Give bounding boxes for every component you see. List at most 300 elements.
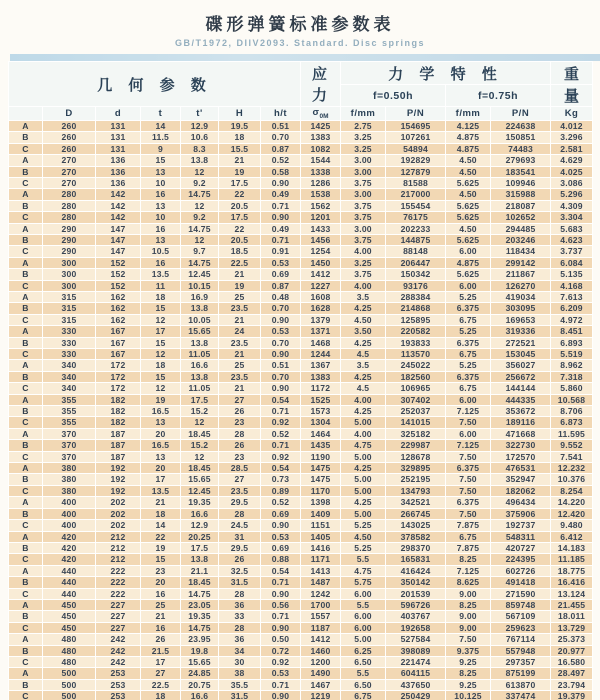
value-cell: 480 [43, 656, 96, 667]
value-cell: 22.5 [219, 257, 261, 268]
value-cell: 380 [43, 485, 96, 496]
series-cell: A [9, 189, 43, 200]
value-cell: 0.90 [261, 177, 301, 188]
value-cell: 353672 [491, 406, 551, 417]
value-cell: 450 [43, 622, 96, 633]
value-cell: 15 [141, 337, 181, 348]
table-row [9, 406, 593, 417]
value-cell: 298370 [386, 542, 446, 553]
value-cell: 5.25 [446, 326, 491, 337]
value-cell: 0.71 [261, 406, 301, 417]
table-row [9, 326, 593, 337]
value-cell: 1409 [301, 508, 341, 519]
value-cell: 370 [43, 440, 96, 451]
value-cell: 480 [43, 645, 96, 656]
value-cell: 27 [141, 668, 181, 679]
series-cell: A [9, 565, 43, 576]
value-cell: 1286 [301, 177, 341, 188]
value-cell: 500 [43, 691, 96, 700]
value-cell: 2.75 [341, 120, 386, 131]
value-cell: 12 [141, 383, 181, 394]
value-cell: 5.25 [446, 360, 491, 371]
value-cell: 12 [181, 166, 219, 177]
value-cell: 20 [141, 463, 181, 474]
table-row [9, 200, 593, 211]
value-cell: 131 [96, 132, 141, 143]
value-cell: 9.375 [446, 645, 491, 656]
value-cell: 8.706 [551, 406, 593, 417]
value-cell: 136 [96, 166, 141, 177]
value-cell: 5.00 [341, 451, 386, 462]
table-row [9, 451, 593, 462]
value-cell: 28 [219, 428, 261, 439]
value-cell: 450 [43, 599, 96, 610]
value-cell: 183541 [491, 166, 551, 177]
value-cell: 134793 [386, 485, 446, 496]
value-cell: 18.5 [219, 246, 261, 257]
value-cell: 21 [219, 349, 261, 360]
value-cell: 172570 [491, 451, 551, 462]
value-cell: 299142 [491, 257, 551, 268]
value-cell: 167 [96, 326, 141, 337]
col-D: D [43, 107, 96, 121]
value-cell: 8.962 [551, 360, 593, 371]
value-cell: 136 [96, 177, 141, 188]
value-cell: 6.375 [446, 371, 491, 382]
value-cell: 5.683 [551, 223, 593, 234]
value-cell: 76175 [386, 212, 446, 223]
value-cell: 315 [43, 303, 96, 314]
value-cell: 24 [219, 326, 261, 337]
col-sigma-0M [301, 107, 341, 121]
value-cell: 352947 [491, 474, 551, 485]
value-cell: 172 [96, 360, 141, 371]
sigma-subscript: 0M [319, 112, 329, 120]
value-cell: 1573 [301, 406, 341, 417]
value-cell: 11 [141, 280, 181, 291]
value-cell: 6.00 [446, 246, 491, 257]
value-cell: 253 [96, 668, 141, 679]
series-cell: B [9, 508, 43, 519]
value-cell: 5.519 [551, 349, 593, 360]
value-cell: 155454 [386, 200, 446, 211]
value-cell: 4.5 [341, 383, 386, 394]
value-cell: 5.00 [341, 485, 386, 496]
value-cell: 21.1 [181, 565, 219, 576]
value-cell: 280 [43, 200, 96, 211]
value-cell: 12.232 [551, 463, 593, 474]
value-cell: 10 [141, 177, 181, 188]
value-cell: 767114 [491, 634, 551, 645]
value-cell: 0.53 [261, 257, 301, 268]
value-cell: 206447 [386, 257, 446, 268]
value-cell: 8.25 [446, 554, 491, 565]
value-cell: 25 [219, 291, 261, 302]
series-cell: C [9, 554, 43, 565]
value-cell: 214868 [386, 303, 446, 314]
value-cell: 290 [43, 246, 96, 257]
mechanical-group-header: 力 学 特 性 [341, 62, 551, 85]
weight-header-bottom: 量 [551, 85, 593, 107]
value-cell: 21 [141, 497, 181, 508]
series-cell: B [9, 132, 43, 143]
value-cell: 355 [43, 417, 96, 428]
value-cell: 15.65 [181, 656, 219, 667]
table-row [9, 371, 593, 382]
value-cell: 279693 [491, 155, 551, 166]
value-cell: 280 [43, 212, 96, 223]
value-cell: 23.5 [219, 337, 261, 348]
value-cell: 3.75 [341, 200, 386, 211]
value-cell: 7.875 [446, 542, 491, 553]
table-row [9, 417, 593, 428]
value-cell: 0.88 [261, 554, 301, 565]
page-subtitle: GB/T1972, DIIV2093. Standard. Disc springs [174, 38, 426, 48]
value-cell: 23.5 [219, 303, 261, 314]
table-row [9, 656, 593, 667]
value-cell: 189116 [491, 417, 551, 428]
value-cell: 440 [43, 565, 96, 576]
value-cell: 355 [43, 394, 96, 405]
value-cell: 1456 [301, 234, 341, 245]
series-cell: C [9, 349, 43, 360]
value-cell: 28 [219, 508, 261, 519]
value-cell: 6.00 [446, 428, 491, 439]
value-cell: 15.2 [181, 440, 219, 451]
value-cell: 0.53 [261, 326, 301, 337]
table-row [9, 440, 593, 451]
value-cell: 13 [141, 166, 181, 177]
value-cell: 20.75 [181, 679, 219, 690]
value-cell: 229987 [386, 440, 446, 451]
value-cell: 1608 [301, 291, 341, 302]
value-cell: 604115 [386, 668, 446, 679]
table-row [9, 679, 593, 690]
value-cell: 4.025 [551, 166, 593, 177]
value-cell: 315988 [491, 189, 551, 200]
value-cell: 471668 [491, 428, 551, 439]
value-cell: 27 [219, 394, 261, 405]
value-cell: 26 [141, 634, 181, 645]
value-cell: 26 [219, 440, 261, 451]
value-cell: 144144 [491, 383, 551, 394]
table-row [9, 291, 593, 302]
value-cell: 0.49 [261, 223, 301, 234]
value-cell: 182062 [491, 485, 551, 496]
value-cell: 1475 [301, 463, 341, 474]
series-cell: C [9, 656, 43, 667]
value-cell: 162 [96, 314, 141, 325]
value-cell: 1538 [301, 189, 341, 200]
value-cell: 162 [96, 291, 141, 302]
value-cell: 1557 [301, 611, 341, 622]
value-cell: 0.54 [261, 394, 301, 405]
value-cell: 444335 [491, 394, 551, 405]
value-cell: 6.375 [446, 463, 491, 474]
series-cell: A [9, 497, 43, 508]
value-cell: 7.50 [446, 474, 491, 485]
value-cell: 14.75 [181, 622, 219, 633]
table-row [9, 223, 593, 234]
value-cell: 18.011 [551, 611, 593, 622]
value-cell: 32.5 [219, 565, 261, 576]
value-cell: 24.5 [219, 520, 261, 531]
value-cell: 567109 [491, 611, 551, 622]
value-cell: 0.49 [261, 189, 301, 200]
value-cell: 7.50 [446, 634, 491, 645]
value-cell: 12.9 [181, 520, 219, 531]
value-cell: 1338 [301, 166, 341, 177]
value-cell: 222 [96, 588, 141, 599]
value-cell: 33 [219, 611, 261, 622]
table-row [9, 565, 593, 576]
value-cell: 22 [219, 189, 261, 200]
value-cell: 613870 [491, 679, 551, 690]
series-column-header [9, 107, 43, 121]
table-row [9, 257, 593, 268]
value-cell: 14.75 [181, 223, 219, 234]
value-cell: 4.875 [446, 132, 491, 143]
value-cell: 260 [43, 132, 96, 143]
value-cell: 378582 [386, 531, 446, 542]
value-cell: 1171 [301, 554, 341, 565]
value-cell: 14.75 [181, 189, 219, 200]
value-cell: 12.45 [181, 485, 219, 496]
value-cell: 0.71 [261, 440, 301, 451]
value-cell: 147 [96, 234, 141, 245]
value-cell: 303095 [491, 303, 551, 314]
divider-band [10, 54, 600, 61]
value-cell: 325182 [386, 428, 446, 439]
value-cell: 3.25 [341, 132, 386, 143]
value-cell: 12 [141, 349, 181, 360]
value-cell: 5.5 [341, 668, 386, 679]
value-cell: 3.50 [341, 326, 386, 337]
value-cell: 19.35 [181, 611, 219, 622]
value-cell: 23.5 [219, 485, 261, 496]
value-cell: 31.5 [219, 691, 261, 700]
value-cell: 22 [219, 223, 261, 234]
series-cell: C [9, 143, 43, 154]
value-cell: 21 [219, 155, 261, 166]
value-cell: 420727 [491, 542, 551, 553]
value-cell: 192658 [386, 622, 446, 633]
value-cell: 4.25 [341, 371, 386, 382]
value-cell: 280 [43, 189, 96, 200]
value-cell: 315 [43, 291, 96, 302]
value-cell: 7.875 [446, 520, 491, 531]
value-cell: 0.52 [261, 428, 301, 439]
value-cell: 227 [96, 599, 141, 610]
value-cell: 15.65 [181, 326, 219, 337]
value-cell: 25 [219, 360, 261, 371]
series-cell: C [9, 280, 43, 291]
table-row [9, 189, 593, 200]
value-cell: 36 [219, 599, 261, 610]
value-cell: 106965 [386, 383, 446, 394]
series-cell: A [9, 668, 43, 679]
value-cell: 142 [96, 200, 141, 211]
table-row [9, 212, 593, 223]
value-cell: 15.65 [181, 474, 219, 485]
series-cell: A [9, 428, 43, 439]
value-cell: 0.87 [261, 143, 301, 154]
value-cell: 19.5 [219, 120, 261, 131]
value-cell: 1244 [301, 349, 341, 360]
value-cell: 3.25 [341, 257, 386, 268]
value-cell: 12.9 [181, 120, 219, 131]
value-cell: 0.51 [261, 360, 301, 371]
value-cell: 1304 [301, 417, 341, 428]
value-cell: 4.50 [446, 189, 491, 200]
value-cell: 4.168 [551, 280, 593, 291]
value-cell: 142 [96, 189, 141, 200]
value-cell: 3.75 [341, 212, 386, 223]
series-cell: C [9, 177, 43, 188]
value-cell: 182560 [386, 371, 446, 382]
value-cell: 250429 [386, 691, 446, 700]
value-cell: 1200 [301, 656, 341, 667]
value-cell: 1450 [301, 257, 341, 268]
value-cell: 16.416 [551, 577, 593, 588]
table-row [9, 542, 593, 553]
table-row [9, 280, 593, 291]
value-cell: 0.52 [261, 497, 301, 508]
value-cell: 81588 [386, 177, 446, 188]
value-cell: 3.75 [341, 234, 386, 245]
series-cell: C [9, 588, 43, 599]
value-cell: 9.00 [446, 611, 491, 622]
value-cell: 307402 [386, 394, 446, 405]
value-cell: 18 [219, 132, 261, 143]
value-cell: 6.00 [341, 611, 386, 622]
value-cell: 7.541 [551, 451, 593, 462]
value-cell: 211867 [491, 269, 551, 280]
series-cell: B [9, 645, 43, 656]
value-cell: 13.8 [181, 371, 219, 382]
table-row [9, 394, 593, 405]
value-cell: 4.25 [341, 337, 386, 348]
value-cell: 16 [141, 189, 181, 200]
series-cell: A [9, 360, 43, 371]
value-cell: 16.6 [181, 691, 219, 700]
table-row [9, 166, 593, 177]
value-cell: 480 [43, 634, 96, 645]
value-cell: 300 [43, 280, 96, 291]
value-cell: 1383 [301, 132, 341, 143]
value-cell: 23.95 [181, 634, 219, 645]
column-header-row [9, 107, 593, 121]
value-cell: 355 [43, 406, 96, 417]
value-cell: 450 [43, 611, 96, 622]
title-block [0, 0, 600, 54]
value-cell: 113570 [386, 349, 446, 360]
value-cell: 0.71 [261, 679, 301, 690]
table-row [9, 246, 593, 257]
value-cell: 0.51 [261, 120, 301, 131]
series-cell: B [9, 406, 43, 417]
value-cell: 290 [43, 223, 96, 234]
series-cell: B [9, 474, 43, 485]
value-cell: 15 [141, 155, 181, 166]
col-h-over-t: h/t [261, 107, 301, 121]
table-row [9, 554, 593, 565]
value-cell: 20.977 [551, 645, 593, 656]
table-row [9, 120, 593, 131]
value-cell: 19.8 [181, 645, 219, 656]
table-header [9, 62, 593, 121]
value-cell: 4.25 [341, 303, 386, 314]
value-cell: 10.376 [551, 474, 593, 485]
series-cell: C [9, 622, 43, 633]
value-cell: 221474 [386, 656, 446, 667]
value-cell: 0.52 [261, 155, 301, 166]
value-cell: 419034 [491, 291, 551, 302]
value-cell: 0.90 [261, 622, 301, 633]
value-cell: 88148 [386, 246, 446, 257]
value-cell: 400 [43, 520, 96, 531]
value-cell: 1254 [301, 246, 341, 257]
value-cell: 18 [141, 691, 181, 700]
col-P-N-075: P/N [491, 107, 551, 121]
value-cell: 6.75 [341, 691, 386, 700]
value-cell: 167 [96, 337, 141, 348]
value-cell: 31 [219, 531, 261, 542]
value-cell: 1425 [301, 120, 341, 131]
value-cell: 1412 [301, 269, 341, 280]
value-cell: 0.71 [261, 200, 301, 211]
value-cell: 3.75 [341, 269, 386, 280]
value-cell: 1187 [301, 622, 341, 633]
sigma-symbol: σ [312, 107, 320, 118]
value-cell: 21 [219, 383, 261, 394]
value-cell: 500 [43, 668, 96, 679]
value-cell: 187 [96, 451, 141, 462]
value-cell: 14.183 [551, 542, 593, 553]
series-cell: C [9, 520, 43, 531]
table-row [9, 474, 593, 485]
value-cell: 28 [219, 622, 261, 633]
series-cell: B [9, 679, 43, 690]
value-cell: 16.5 [141, 440, 181, 451]
value-cell: 3.75 [341, 177, 386, 188]
value-cell: 20 [141, 577, 181, 588]
value-cell: 131 [96, 143, 141, 154]
col-f-mm-050: f/mm [341, 107, 386, 121]
value-cell: 6.084 [551, 257, 593, 268]
value-cell: 340 [43, 371, 96, 382]
value-cell: 54894 [386, 143, 446, 154]
value-cell: 136 [96, 155, 141, 166]
value-cell: 11.5 [141, 132, 181, 143]
value-cell: 17.5 [219, 177, 261, 188]
value-cell: 23 [141, 565, 181, 576]
value-cell: 147 [96, 246, 141, 257]
value-cell: 1082 [301, 143, 341, 154]
series-cell: C [9, 246, 43, 257]
value-cell: 35.5 [219, 679, 261, 690]
value-cell: 859748 [491, 599, 551, 610]
value-cell: 12 [181, 451, 219, 462]
table-row [9, 577, 593, 588]
value-cell: 21.5 [141, 645, 181, 656]
value-cell: 19 [219, 280, 261, 291]
value-cell: 13.5 [141, 485, 181, 496]
value-cell: 17 [141, 656, 181, 667]
value-cell: 154695 [386, 120, 446, 131]
value-cell: 315 [43, 314, 96, 325]
series-cell: C [9, 383, 43, 394]
